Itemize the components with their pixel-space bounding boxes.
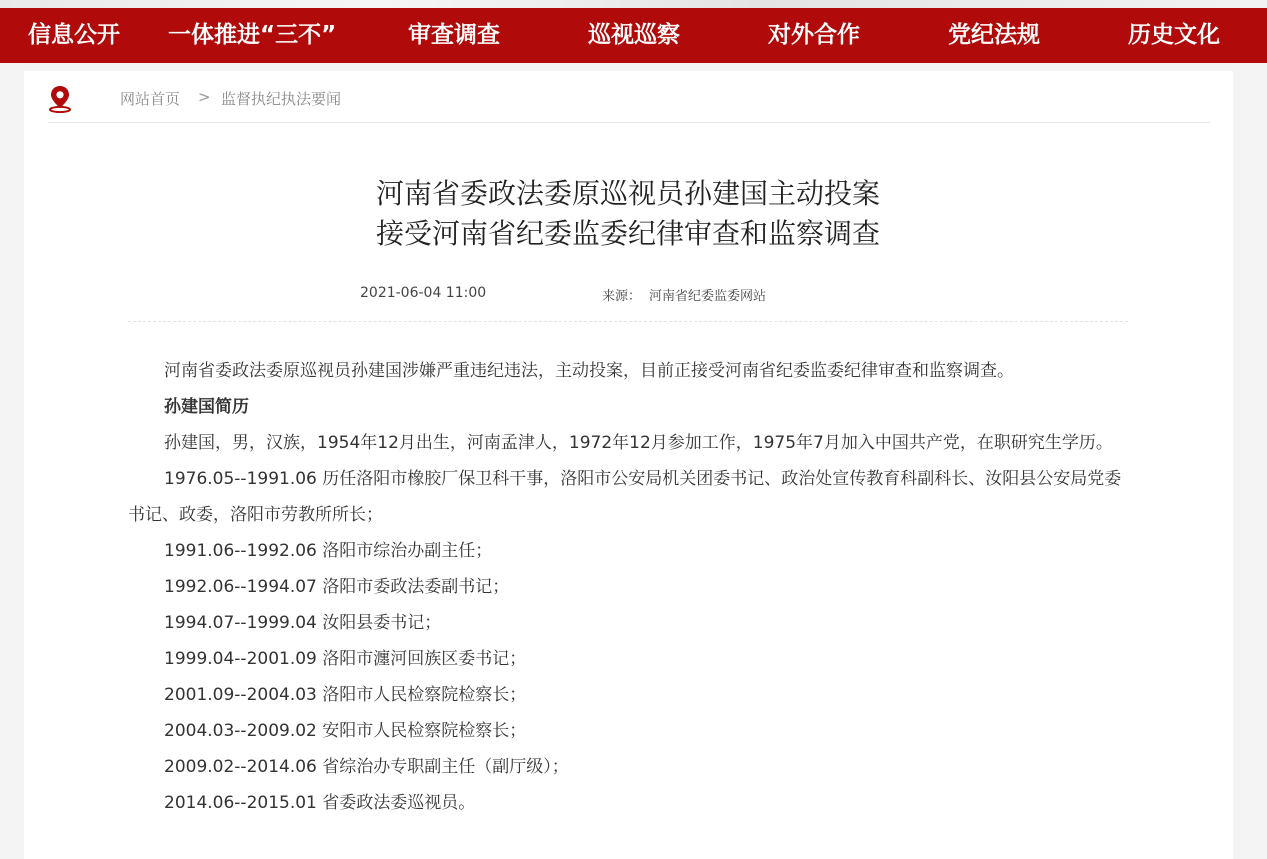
nav-item-history-culture[interactable]: 历史文化 bbox=[1128, 22, 1220, 48]
location-pin-icon bbox=[48, 85, 72, 113]
meta-divider bbox=[128, 321, 1128, 322]
article-body bbox=[128, 353, 1128, 821]
nav-item-party-regulations[interactable]: 党纪法规 bbox=[948, 22, 1040, 48]
content-panel bbox=[24, 71, 1233, 859]
article-paragraph: 2014.06--2015.01 省委政法委巡视员。 bbox=[164, 793, 476, 813]
article-paragraph: 1976.05--1991.06 历任洛阳市橡胶厂保卫科干事，洛阳市公安局机关团委书记、政治处宣传教育科副科长、汝阳县公安局党委书记、政委，洛阳市劳教所所长； bbox=[128, 469, 1122, 525]
article-paragraph: 河南省委政法委原巡视员孙建国涉嫌严重违纪违法，主动投案，目前正接受河南省纪委监委纪律审查和监察调查。 bbox=[164, 361, 1014, 381]
article-paragraph: 孙建国，男，汉族，1954年12月出生，河南孟津人，1972年12月参加工作，1975年7月加入中国共产党，在职研究生学历。 bbox=[164, 433, 1113, 453]
article-paragraph: 1991.06--1992.06 洛阳市综治办副主任； bbox=[164, 541, 493, 561]
nav-item-inspection[interactable]: 巡视巡察 bbox=[588, 22, 680, 48]
article-paragraph: 1999.04--2001.09 洛阳市瀍河回族区委书记； bbox=[164, 649, 527, 669]
nav-item-review-investigation[interactable]: 审查调查 bbox=[408, 22, 500, 48]
article-paragraph: 1994.07--1999.04 汝阳县委书记； bbox=[164, 613, 442, 633]
article-source-label: 来源： bbox=[602, 289, 642, 304]
article-paragraph: 2004.03--2009.02 安阳市人民检察院检察长； bbox=[164, 721, 527, 741]
breadcrumb-current-link[interactable]: 监督执纪执法要闻 bbox=[221, 90, 342, 108]
top-banner-strip bbox=[0, 0, 1267, 8]
article-title-line-1: 河南省委政法委原巡视员孙建国主动投案 bbox=[375, 177, 880, 210]
article-paragraph: 1992.06--1994.07 洛阳市委政法委副书记； bbox=[164, 577, 510, 597]
article-title-line-2: 接受河南省纪委监委纪律审查和监察调查 bbox=[375, 217, 880, 250]
article-title bbox=[128, 174, 1128, 254]
nav-item-foreign-cooperation[interactable]: 对外合作 bbox=[768, 22, 860, 48]
main-nav bbox=[0, 8, 1267, 63]
breadcrumb-separator: > bbox=[198, 88, 211, 106]
nav-item-info-disclosure[interactable]: 信息公开 bbox=[28, 22, 120, 48]
article-paragraph: 2009.02--2014.06 省综治办专职副主任（副厅级）； bbox=[164, 757, 569, 777]
breadcrumb-divider bbox=[48, 122, 1210, 123]
breadcrumb-home-link[interactable]: 网站首页 bbox=[120, 90, 181, 108]
article-source: 河南省纪委监委网站 bbox=[649, 289, 767, 304]
nav-item-three-nots[interactable]: 一体推进“三不” bbox=[168, 22, 337, 48]
article-date: 2021-06-04 11:00 bbox=[360, 285, 487, 301]
article-section-heading: 孙建国简历 bbox=[164, 397, 249, 417]
article-paragraph: 2001.09--2004.03 洛阳市人民检察院检察长； bbox=[164, 685, 527, 705]
breadcrumb bbox=[48, 85, 1208, 115]
